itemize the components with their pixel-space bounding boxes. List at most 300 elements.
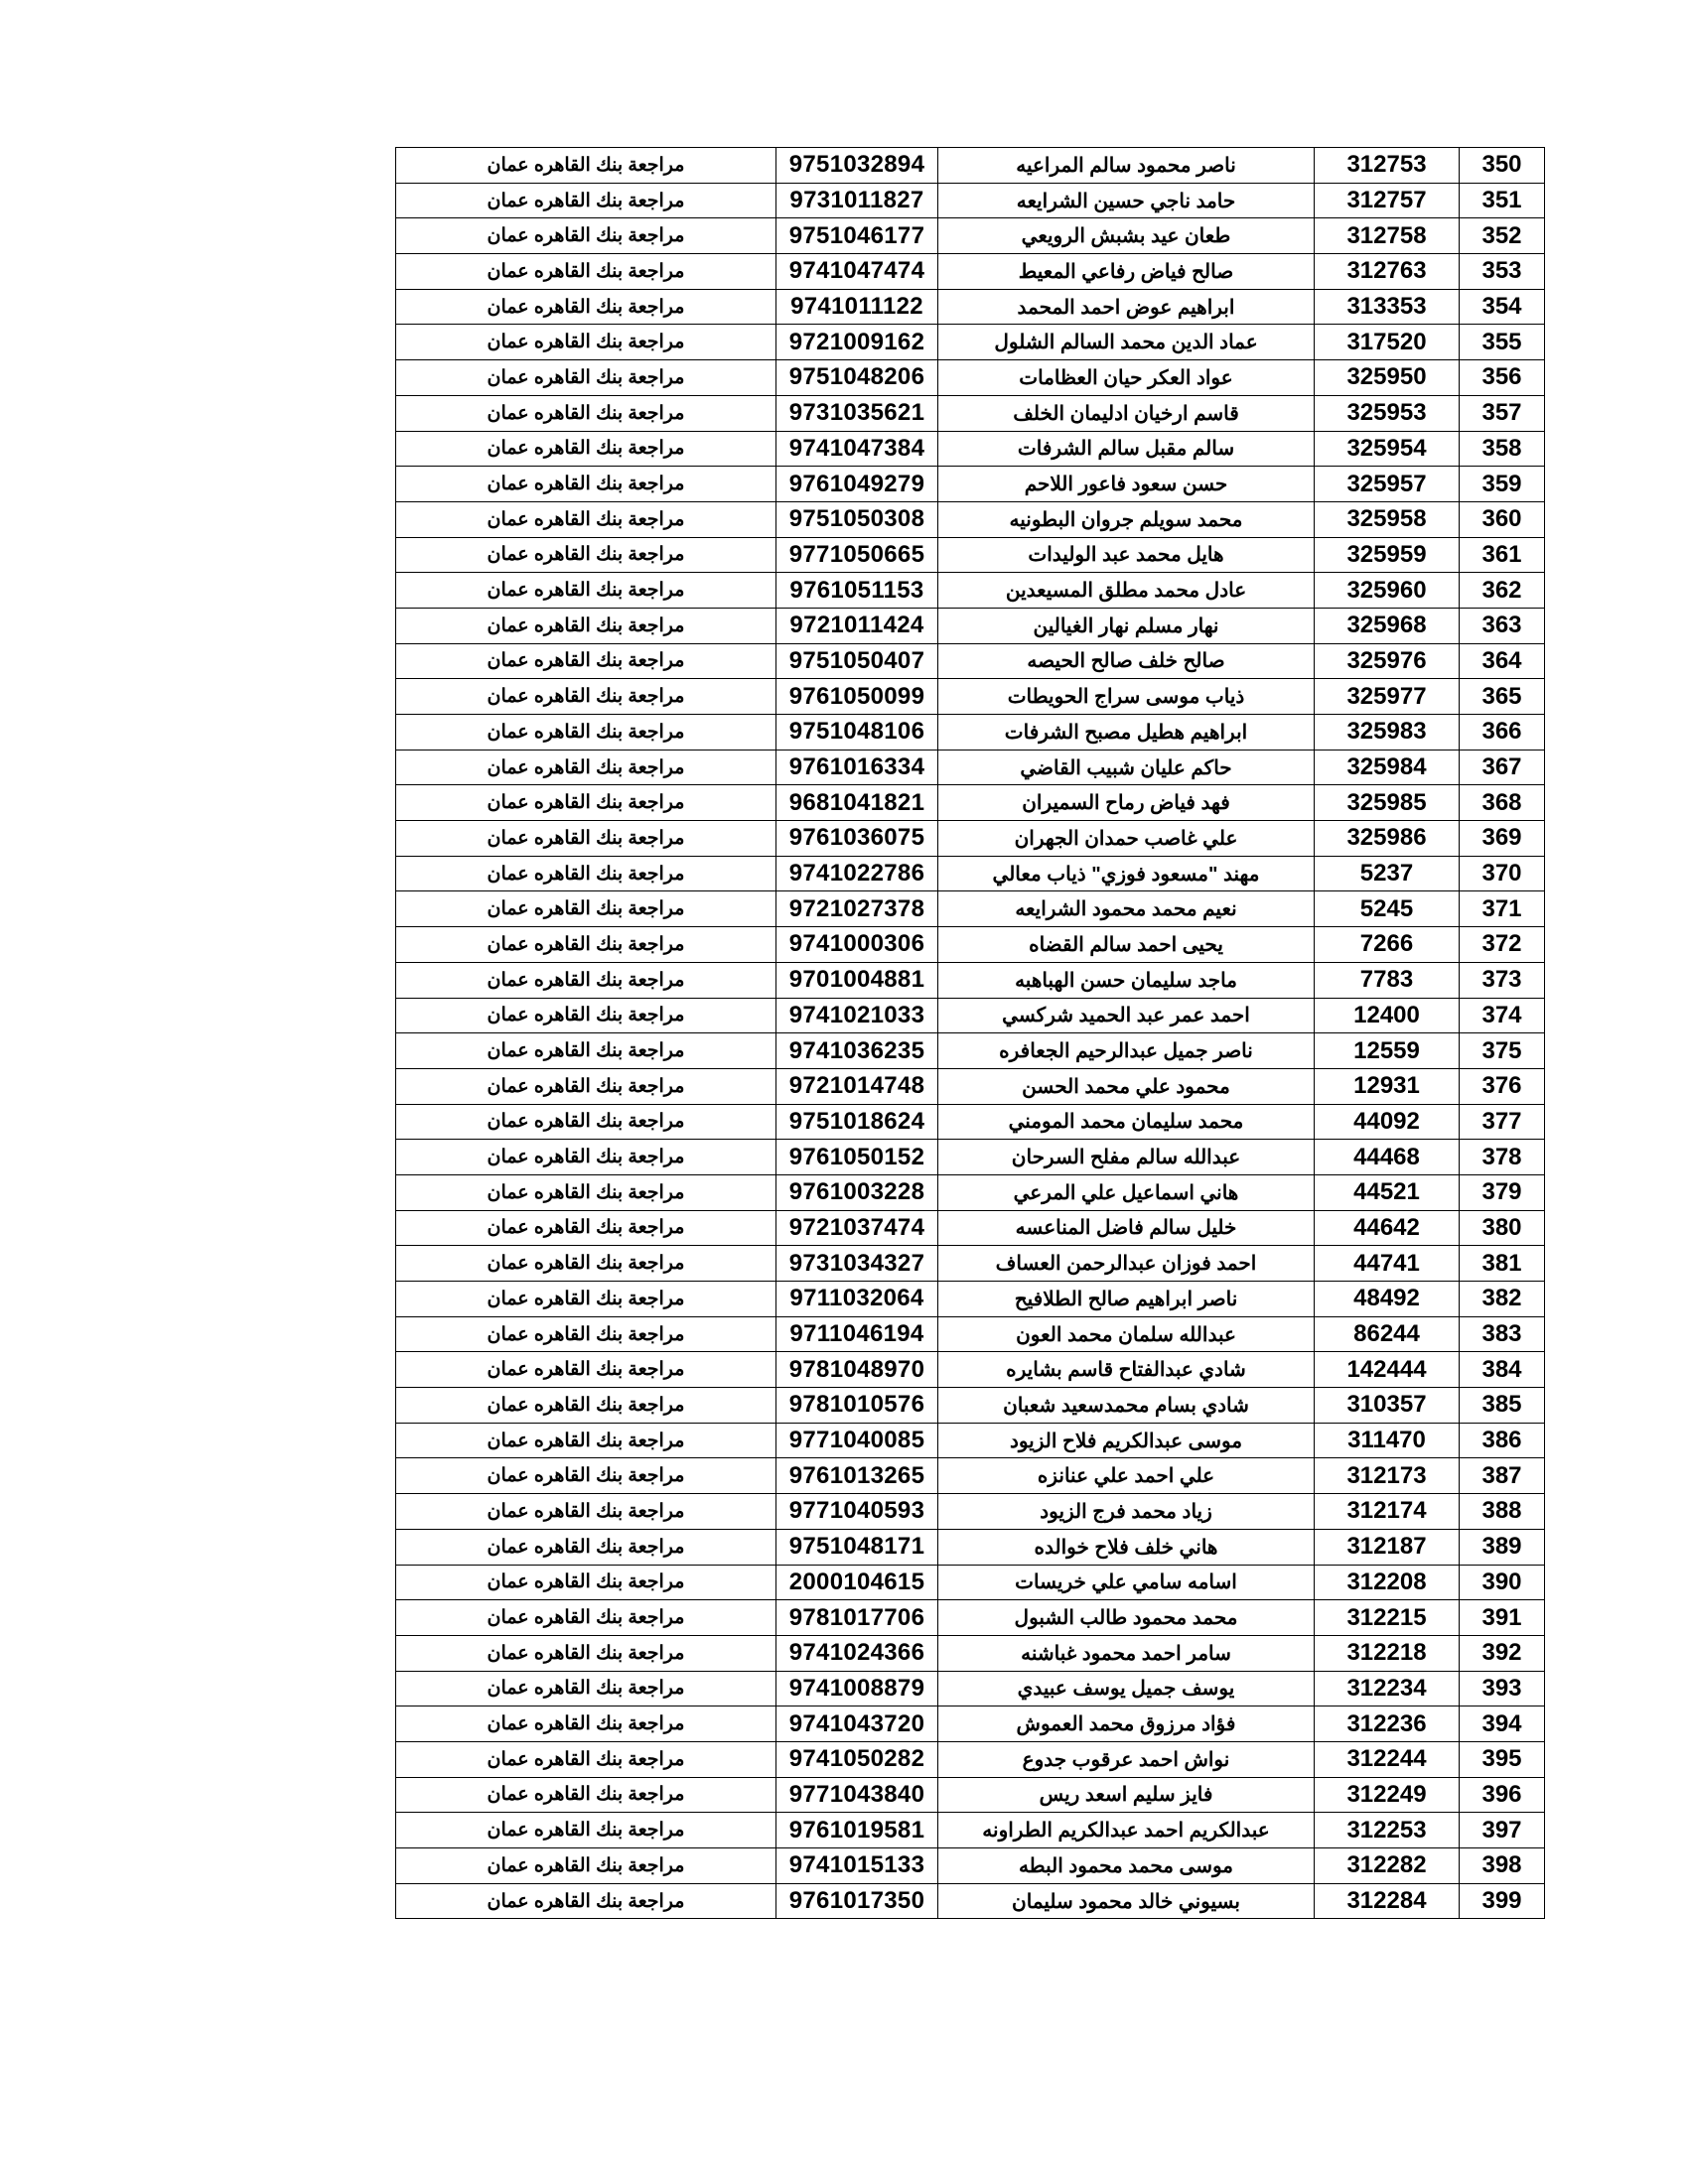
account-number-cell: 9751050308 xyxy=(776,501,938,537)
id-number-cell: 44642 xyxy=(1315,1210,1460,1246)
serial-number-cell: 351 xyxy=(1460,183,1545,218)
serial-number-cell: 380 xyxy=(1460,1210,1545,1246)
full-name-cell: اسامه سامي علي خريسات xyxy=(938,1565,1315,1600)
table-row xyxy=(396,856,1545,891)
review-status-cell: مراجعة بنك القاهره عمان xyxy=(396,750,776,785)
table-row xyxy=(396,1706,1545,1742)
serial-number-cell: 363 xyxy=(1460,608,1545,643)
id-number-cell: 12400 xyxy=(1315,998,1460,1033)
full-name-cell: فؤاد مرزوق محمد العموش xyxy=(938,1706,1315,1742)
review-status-cell: مراجعة بنك القاهره عمان xyxy=(396,1741,776,1777)
full-name-cell: عماد الدين محمد السالم الشلول xyxy=(938,325,1315,360)
full-name-cell: زياد محمد فرج الزيود xyxy=(938,1494,1315,1530)
serial-number-cell: 359 xyxy=(1460,467,1545,502)
serial-number-cell: 381 xyxy=(1460,1246,1545,1282)
id-number-cell: 325976 xyxy=(1315,643,1460,679)
table-row xyxy=(396,715,1545,751)
id-number-cell: 325957 xyxy=(1315,467,1460,502)
id-number-cell: 325959 xyxy=(1315,537,1460,573)
account-number-cell: 9771050665 xyxy=(776,537,938,573)
full-name-cell: علي غاصب حمدان الجهران xyxy=(938,821,1315,857)
full-name-cell: ماجد سليمان حسن الهباهبه xyxy=(938,962,1315,998)
serial-number-cell: 392 xyxy=(1460,1635,1545,1671)
id-number-cell: 312173 xyxy=(1315,1458,1460,1494)
id-number-cell: 325985 xyxy=(1315,785,1460,821)
serial-number-cell: 355 xyxy=(1460,325,1545,360)
table-row xyxy=(396,1565,1545,1600)
table-row xyxy=(396,785,1545,821)
serial-number-cell: 376 xyxy=(1460,1068,1545,1104)
id-number-cell: 7266 xyxy=(1315,927,1460,963)
id-number-cell: 325977 xyxy=(1315,679,1460,715)
review-status-cell: مراجعة بنك القاهره عمان xyxy=(396,1068,776,1104)
id-number-cell: 142444 xyxy=(1315,1352,1460,1388)
serial-number-cell: 360 xyxy=(1460,501,1545,537)
account-number-cell: 9771043840 xyxy=(776,1777,938,1813)
id-number-cell: 48492 xyxy=(1315,1282,1460,1317)
review-status-cell: مراجعة بنك القاهره عمان xyxy=(396,679,776,715)
serial-number-cell: 375 xyxy=(1460,1033,1545,1069)
serial-number-cell: 393 xyxy=(1460,1671,1545,1706)
serial-number-cell: 394 xyxy=(1460,1706,1545,1742)
account-number-cell: 9751046177 xyxy=(776,218,938,254)
review-status-cell: مراجعة بنك القاهره عمان xyxy=(396,1140,776,1175)
serial-number-cell: 374 xyxy=(1460,998,1545,1033)
table-row xyxy=(396,821,1545,857)
table-row xyxy=(396,679,1545,715)
full-name-cell: عبدالله سالم مفلح السرحان xyxy=(938,1140,1315,1175)
full-name-cell: ذياب موسى سراج الحويطات xyxy=(938,679,1315,715)
full-name-cell: هاني اسماعيل علي المرعي xyxy=(938,1174,1315,1210)
table-row xyxy=(396,891,1545,927)
account-number-cell: 9761016334 xyxy=(776,750,938,785)
serial-number-cell: 372 xyxy=(1460,927,1545,963)
id-number-cell: 86244 xyxy=(1315,1316,1460,1352)
id-number-cell: 325984 xyxy=(1315,750,1460,785)
full-name-cell: ناصر جميل عبدالرحيم الجعافره xyxy=(938,1033,1315,1069)
table-row xyxy=(396,1104,1545,1140)
full-name-cell: علي احمد علي عنانزه xyxy=(938,1458,1315,1494)
full-name-cell: هاني خلف فلاح خوالده xyxy=(938,1529,1315,1565)
id-number-cell: 325950 xyxy=(1315,360,1460,396)
id-number-cell: 325983 xyxy=(1315,715,1460,751)
id-number-cell: 312758 xyxy=(1315,218,1460,254)
id-number-cell: 312284 xyxy=(1315,1883,1460,1919)
full-name-cell: صالح خلف صالح الحيصه xyxy=(938,643,1315,679)
review-status-cell: مراجعة بنك القاهره عمان xyxy=(396,643,776,679)
table-row xyxy=(396,1140,1545,1175)
account-number-cell: 9741011122 xyxy=(776,289,938,325)
account-number-cell: 9751050407 xyxy=(776,643,938,679)
review-status-cell: مراجعة بنك القاهره عمان xyxy=(396,1352,776,1388)
serial-number-cell: 385 xyxy=(1460,1388,1545,1424)
table-row xyxy=(396,1174,1545,1210)
review-status-cell: مراجعة بنك القاهره عمان xyxy=(396,148,776,184)
account-number-cell: 9741047384 xyxy=(776,431,938,467)
account-number-cell: 9721011424 xyxy=(776,608,938,643)
full-name-cell: ابراهيم هطيل مصبح الشرفات xyxy=(938,715,1315,751)
full-name-cell: ناصر ابراهيم صالح الطلافيح xyxy=(938,1282,1315,1317)
table-row xyxy=(396,289,1545,325)
id-number-cell: 325960 xyxy=(1315,573,1460,609)
full-name-cell: يحيى احمد سالم القضاه xyxy=(938,927,1315,963)
table-row xyxy=(396,1883,1545,1919)
serial-number-cell: 368 xyxy=(1460,785,1545,821)
review-status-cell: مراجعة بنك القاهره عمان xyxy=(396,1635,776,1671)
id-number-cell: 312236 xyxy=(1315,1706,1460,1742)
account-number-cell: 9781010576 xyxy=(776,1388,938,1424)
id-number-cell: 312249 xyxy=(1315,1777,1460,1813)
account-number-cell: 9761036075 xyxy=(776,821,938,857)
serial-number-cell: 383 xyxy=(1460,1316,1545,1352)
serial-number-cell: 373 xyxy=(1460,962,1545,998)
review-status-cell: مراجعة بنك القاهره عمان xyxy=(396,395,776,431)
serial-number-cell: 382 xyxy=(1460,1282,1545,1317)
serial-number-cell: 353 xyxy=(1460,254,1545,290)
id-number-cell: 312215 xyxy=(1315,1600,1460,1636)
review-status-cell: مراجعة بنك القاهره عمان xyxy=(396,360,776,396)
table-row xyxy=(396,218,1545,254)
full-name-cell: طعان عيد بشبش الرويعي xyxy=(938,218,1315,254)
review-status-cell: مراجعة بنك القاهره عمان xyxy=(396,1388,776,1424)
id-number-cell: 312753 xyxy=(1315,148,1460,184)
id-number-cell: 325954 xyxy=(1315,431,1460,467)
full-name-cell: عبدالكريم احمد عبدالكريم الطراونه xyxy=(938,1813,1315,1848)
full-name-cell: مهند "مسعود فوزي" ذياب معالي xyxy=(938,856,1315,891)
serial-number-cell: 366 xyxy=(1460,715,1545,751)
serial-number-cell: 354 xyxy=(1460,289,1545,325)
id-number-cell: 12931 xyxy=(1315,1068,1460,1104)
account-number-cell: 2000104615 xyxy=(776,1565,938,1600)
table-row xyxy=(396,1458,1545,1494)
full-name-cell: محمد سليمان محمد المومني xyxy=(938,1104,1315,1140)
account-number-cell: 9721037474 xyxy=(776,1210,938,1246)
account-number-cell: 9741024366 xyxy=(776,1635,938,1671)
account-number-cell: 9781017706 xyxy=(776,1600,938,1636)
full-name-cell: فهد فياض رماح السميران xyxy=(938,785,1315,821)
id-number-cell: 325958 xyxy=(1315,501,1460,537)
full-name-cell: عبدالله سلمان محمد العون xyxy=(938,1316,1315,1352)
id-number-cell: 312282 xyxy=(1315,1848,1460,1884)
table-row xyxy=(396,573,1545,609)
id-number-cell: 12559 xyxy=(1315,1033,1460,1069)
full-name-cell: محمد سويلم جروان البطونيه xyxy=(938,501,1315,537)
id-number-cell: 44092 xyxy=(1315,1104,1460,1140)
account-number-cell: 9761013265 xyxy=(776,1458,938,1494)
account-number-cell: 9751018624 xyxy=(776,1104,938,1140)
account-number-cell: 9761003228 xyxy=(776,1174,938,1210)
account-number-cell: 9761051153 xyxy=(776,573,938,609)
review-status-cell: مراجعة بنك القاهره عمان xyxy=(396,856,776,891)
full-name-cell: محمد محمود طالب الشبول xyxy=(938,1600,1315,1636)
full-name-cell: حامد ناجي حسين الشرايعه xyxy=(938,183,1315,218)
serial-number-cell: 390 xyxy=(1460,1565,1545,1600)
full-name-cell: موسى محمد محمود البطه xyxy=(938,1848,1315,1884)
full-name-cell: سالم مقبل سالم الشرفات xyxy=(938,431,1315,467)
review-status-cell: مراجعة بنك القاهره عمان xyxy=(396,1706,776,1742)
id-number-cell: 317520 xyxy=(1315,325,1460,360)
account-number-cell: 9721009162 xyxy=(776,325,938,360)
table-row xyxy=(396,1813,1545,1848)
account-number-cell: 9731035621 xyxy=(776,395,938,431)
table-row xyxy=(396,998,1545,1033)
serial-number-cell: 361 xyxy=(1460,537,1545,573)
full-name-cell: نواش احمد عرقوب جدوع xyxy=(938,1741,1315,1777)
review-status-cell: مراجعة بنك القاهره عمان xyxy=(396,325,776,360)
records-table xyxy=(395,147,1545,1919)
account-number-cell: 9771040085 xyxy=(776,1423,938,1458)
review-status-cell: مراجعة بنك القاهره عمان xyxy=(396,1104,776,1140)
id-number-cell: 312244 xyxy=(1315,1741,1460,1777)
account-number-cell: 9701004881 xyxy=(776,962,938,998)
account-number-cell: 9711032064 xyxy=(776,1282,938,1317)
id-number-cell: 312253 xyxy=(1315,1813,1460,1848)
table-row xyxy=(396,1494,1545,1530)
review-status-cell: مراجعة بنك القاهره عمان xyxy=(396,1777,776,1813)
review-status-cell: مراجعة بنك القاهره عمان xyxy=(396,891,776,927)
serial-number-cell: 371 xyxy=(1460,891,1545,927)
table-row xyxy=(396,1848,1545,1884)
table-row xyxy=(396,1316,1545,1352)
review-status-cell: مراجعة بنك القاهره عمان xyxy=(396,1494,776,1530)
review-status-cell: مراجعة بنك القاهره عمان xyxy=(396,1458,776,1494)
serial-number-cell: 370 xyxy=(1460,856,1545,891)
account-number-cell: 9741047474 xyxy=(776,254,938,290)
table-row xyxy=(396,1210,1545,1246)
account-number-cell: 9741036235 xyxy=(776,1033,938,1069)
full-name-cell: احمد عمر عبد الحميد شركسي xyxy=(938,998,1315,1033)
id-number-cell: 325986 xyxy=(1315,821,1460,857)
serial-number-cell: 358 xyxy=(1460,431,1545,467)
table-row xyxy=(396,927,1545,963)
id-number-cell: 5245 xyxy=(1315,891,1460,927)
table-row xyxy=(396,962,1545,998)
table-row xyxy=(396,750,1545,785)
account-number-cell: 9731011827 xyxy=(776,183,938,218)
id-number-cell: 5237 xyxy=(1315,856,1460,891)
account-number-cell: 9771040593 xyxy=(776,1494,938,1530)
account-number-cell: 9741000306 xyxy=(776,927,938,963)
review-status-cell: مراجعة بنك القاهره عمان xyxy=(396,1883,776,1919)
serial-number-cell: 398 xyxy=(1460,1848,1545,1884)
account-number-cell: 9741043720 xyxy=(776,1706,938,1742)
table-row xyxy=(396,148,1545,184)
serial-number-cell: 399 xyxy=(1460,1883,1545,1919)
table-row xyxy=(396,1282,1545,1317)
id-number-cell: 312234 xyxy=(1315,1671,1460,1706)
serial-number-cell: 387 xyxy=(1460,1458,1545,1494)
table-row xyxy=(396,254,1545,290)
serial-number-cell: 389 xyxy=(1460,1529,1545,1565)
serial-number-cell: 397 xyxy=(1460,1813,1545,1848)
serial-number-cell: 365 xyxy=(1460,679,1545,715)
table-row xyxy=(396,1033,1545,1069)
table-row xyxy=(396,467,1545,502)
full-name-cell: نهار مسلم نهار الغيالين xyxy=(938,608,1315,643)
account-number-cell: 9731034327 xyxy=(776,1246,938,1282)
table-row xyxy=(396,1246,1545,1282)
table-row xyxy=(396,1388,1545,1424)
review-status-cell: مراجعة بنك القاهره عمان xyxy=(396,467,776,502)
full-name-cell: حاكم عليان شبيب القاضي xyxy=(938,750,1315,785)
table-row xyxy=(396,183,1545,218)
table-row xyxy=(396,395,1545,431)
review-status-cell: مراجعة بنك القاهره عمان xyxy=(396,431,776,467)
serial-number-cell: 362 xyxy=(1460,573,1545,609)
review-status-cell: مراجعة بنك القاهره عمان xyxy=(396,962,776,998)
review-status-cell: مراجعة بنك القاهره عمان xyxy=(396,537,776,573)
review-status-cell: مراجعة بنك القاهره عمان xyxy=(396,927,776,963)
full-name-cell: عواد العكر حيان العظامات xyxy=(938,360,1315,396)
serial-number-cell: 378 xyxy=(1460,1140,1545,1175)
review-status-cell: مراجعة بنك القاهره عمان xyxy=(396,501,776,537)
id-number-cell: 325953 xyxy=(1315,395,1460,431)
id-number-cell: 313353 xyxy=(1315,289,1460,325)
review-status-cell: مراجعة بنك القاهره عمان xyxy=(396,254,776,290)
serial-number-cell: 391 xyxy=(1460,1600,1545,1636)
account-number-cell: 9781048970 xyxy=(776,1352,938,1388)
review-status-cell: مراجعة بنك القاهره عمان xyxy=(396,1246,776,1282)
serial-number-cell: 364 xyxy=(1460,643,1545,679)
review-status-cell: مراجعة بنك القاهره عمان xyxy=(396,1529,776,1565)
review-status-cell: مراجعة بنك القاهره عمان xyxy=(396,1813,776,1848)
full-name-cell: يوسف جميل يوسف عبيدي xyxy=(938,1671,1315,1706)
account-number-cell: 9751048171 xyxy=(776,1529,938,1565)
id-number-cell: 312187 xyxy=(1315,1529,1460,1565)
review-status-cell: مراجعة بنك القاهره عمان xyxy=(396,1565,776,1600)
review-status-cell: مراجعة بنك القاهره عمان xyxy=(396,998,776,1033)
full-name-cell: هايل محمد عبد الوليدات xyxy=(938,537,1315,573)
table-body xyxy=(396,148,1545,1919)
full-name-cell: ابراهيم عوض احمد المحمد xyxy=(938,289,1315,325)
serial-number-cell: 388 xyxy=(1460,1494,1545,1530)
serial-number-cell: 352 xyxy=(1460,218,1545,254)
account-number-cell: 9741050282 xyxy=(776,1741,938,1777)
table-row xyxy=(396,1671,1545,1706)
table-row xyxy=(396,1529,1545,1565)
full-name-cell: حسن سعود فاعور اللاحم xyxy=(938,467,1315,502)
id-number-cell: 311470 xyxy=(1315,1423,1460,1458)
account-number-cell: 9751048106 xyxy=(776,715,938,751)
table-row xyxy=(396,537,1545,573)
table-row xyxy=(396,608,1545,643)
review-status-cell: مراجعة بنك القاهره عمان xyxy=(396,1423,776,1458)
full-name-cell: قاسم ارخيان ادليمان الخلف xyxy=(938,395,1315,431)
account-number-cell: 9721027378 xyxy=(776,891,938,927)
serial-number-cell: 367 xyxy=(1460,750,1545,785)
review-status-cell: مراجعة بنك القاهره عمان xyxy=(396,289,776,325)
serial-number-cell: 357 xyxy=(1460,395,1545,431)
review-status-cell: مراجعة بنك القاهره عمان xyxy=(396,785,776,821)
table-row xyxy=(396,1423,1545,1458)
table-row xyxy=(396,1600,1545,1636)
id-number-cell: 312174 xyxy=(1315,1494,1460,1530)
account-number-cell: 9741021033 xyxy=(776,998,938,1033)
review-status-cell: مراجعة بنك القاهره عمان xyxy=(396,821,776,857)
review-status-cell: مراجعة بنك القاهره عمان xyxy=(396,1848,776,1884)
account-number-cell: 9751048206 xyxy=(776,360,938,396)
table-row xyxy=(396,431,1545,467)
review-status-cell: مراجعة بنك القاهره عمان xyxy=(396,1033,776,1069)
id-number-cell: 44521 xyxy=(1315,1174,1460,1210)
account-number-cell: 9681041821 xyxy=(776,785,938,821)
account-number-cell: 9751032894 xyxy=(776,148,938,184)
table-row xyxy=(396,501,1545,537)
review-status-cell: مراجعة بنك القاهره عمان xyxy=(396,1174,776,1210)
id-number-cell: 312218 xyxy=(1315,1635,1460,1671)
account-number-cell: 9761019581 xyxy=(776,1813,938,1848)
full-name-cell: خليل سالم فاضل المناعسه xyxy=(938,1210,1315,1246)
account-number-cell: 9741015133 xyxy=(776,1848,938,1884)
table-row xyxy=(396,1777,1545,1813)
table-row xyxy=(396,643,1545,679)
full-name-cell: موسى عبدالكريم فلاح الزيود xyxy=(938,1423,1315,1458)
review-status-cell: مراجعة بنك القاهره عمان xyxy=(396,218,776,254)
id-number-cell: 44468 xyxy=(1315,1140,1460,1175)
serial-number-cell: 386 xyxy=(1460,1423,1545,1458)
serial-number-cell: 396 xyxy=(1460,1777,1545,1813)
table-row xyxy=(396,1635,1545,1671)
table-row xyxy=(396,325,1545,360)
full-name-cell: شادي عبدالفتاح قاسم بشايره xyxy=(938,1352,1315,1388)
account-number-cell: 9711046194 xyxy=(776,1316,938,1352)
review-status-cell: مراجعة بنك القاهره عمان xyxy=(396,608,776,643)
serial-number-cell: 369 xyxy=(1460,821,1545,857)
id-number-cell: 312763 xyxy=(1315,254,1460,290)
account-number-cell: 9741008879 xyxy=(776,1671,938,1706)
id-number-cell: 7783 xyxy=(1315,962,1460,998)
account-number-cell: 9721014748 xyxy=(776,1068,938,1104)
full-name-cell: صالح فياض رفاعي المعيط xyxy=(938,254,1315,290)
account-number-cell: 9761050099 xyxy=(776,679,938,715)
review-status-cell: مراجعة بنك القاهره عمان xyxy=(396,183,776,218)
serial-number-cell: 350 xyxy=(1460,148,1545,184)
serial-number-cell: 395 xyxy=(1460,1741,1545,1777)
table-row xyxy=(396,1352,1545,1388)
full-name-cell: شادي بسام محمدسعيد شعبان xyxy=(938,1388,1315,1424)
full-name-cell: سامر احمد محمود غباشنه xyxy=(938,1635,1315,1671)
full-name-cell: ناصر محمود سالم المراعيه xyxy=(938,148,1315,184)
id-number-cell: 312757 xyxy=(1315,183,1460,218)
serial-number-cell: 379 xyxy=(1460,1174,1545,1210)
id-number-cell: 312208 xyxy=(1315,1565,1460,1600)
account-number-cell: 9761017350 xyxy=(776,1883,938,1919)
review-status-cell: مراجعة بنك القاهره عمان xyxy=(396,1316,776,1352)
review-status-cell: مراجعة بنك القاهره عمان xyxy=(396,1671,776,1706)
account-number-cell: 9761049279 xyxy=(776,467,938,502)
review-status-cell: مراجعة بنك القاهره عمان xyxy=(396,715,776,751)
id-number-cell: 325968 xyxy=(1315,608,1460,643)
full-name-cell: نعيم محمد محمود الشرايعه xyxy=(938,891,1315,927)
full-name-cell: فايز سليم اسعد ريس xyxy=(938,1777,1315,1813)
review-status-cell: مراجعة بنك القاهره عمان xyxy=(396,1282,776,1317)
review-status-cell: مراجعة بنك القاهره عمان xyxy=(396,1600,776,1636)
account-number-cell: 9761050152 xyxy=(776,1140,938,1175)
table-row xyxy=(396,1068,1545,1104)
full-name-cell: محمود علي محمد الحسن xyxy=(938,1068,1315,1104)
full-name-cell: بسيوني خالد محمود سليمان xyxy=(938,1883,1315,1919)
id-number-cell: 310357 xyxy=(1315,1388,1460,1424)
table-row xyxy=(396,360,1545,396)
table-row xyxy=(396,1741,1545,1777)
serial-number-cell: 384 xyxy=(1460,1352,1545,1388)
full-name-cell: احمد فوزان عبدالرحمن العساف xyxy=(938,1246,1315,1282)
serial-number-cell: 356 xyxy=(1460,360,1545,396)
full-name-cell: عادل محمد مطلق المسيعدين xyxy=(938,573,1315,609)
review-status-cell: مراجعة بنك القاهره عمان xyxy=(396,1210,776,1246)
serial-number-cell: 377 xyxy=(1460,1104,1545,1140)
id-number-cell: 44741 xyxy=(1315,1246,1460,1282)
